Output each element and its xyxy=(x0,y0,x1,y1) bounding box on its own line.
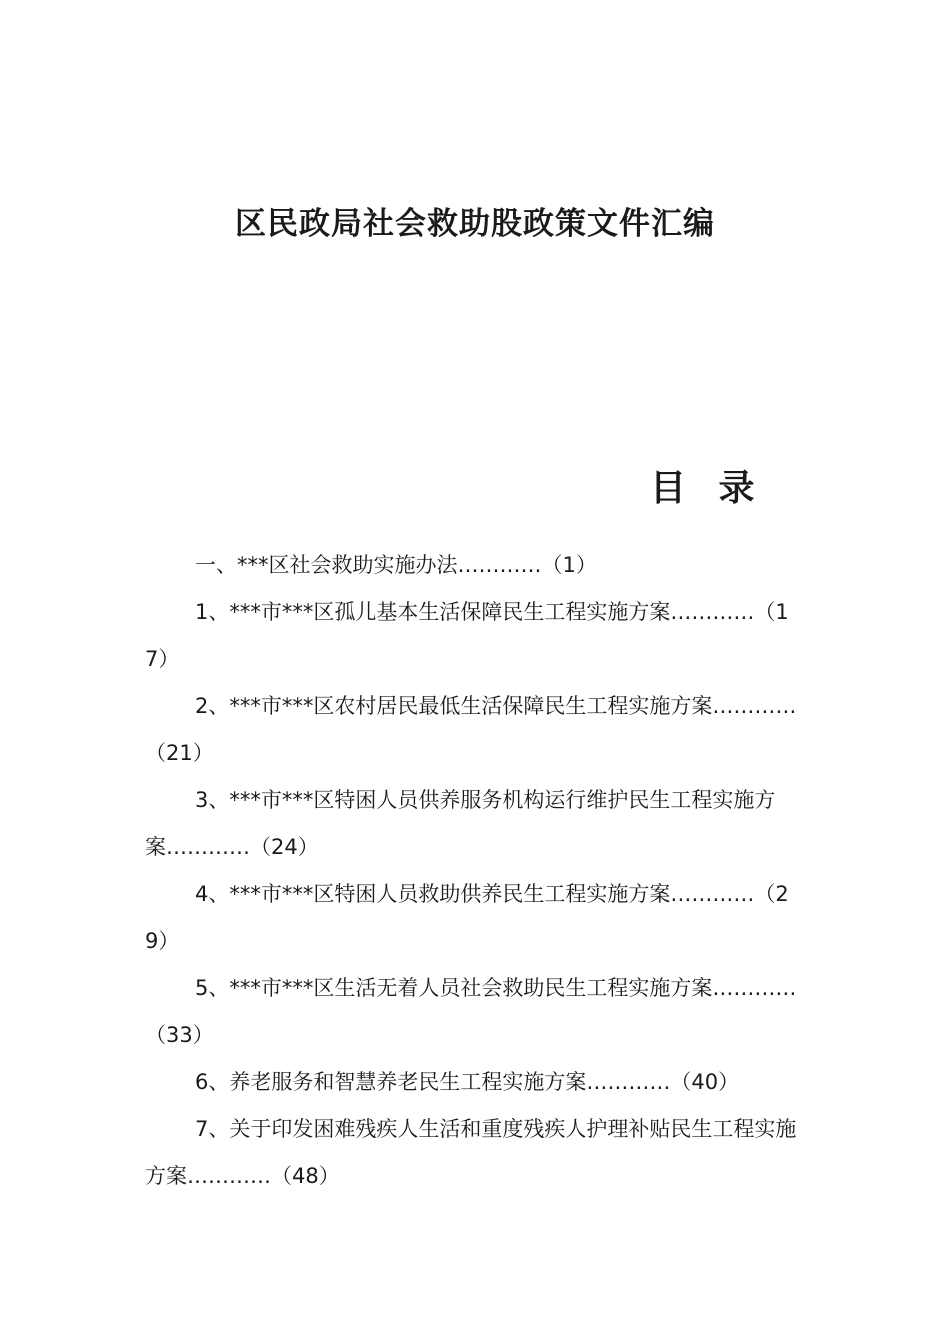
document-title: 区民政局社会救助股政策文件汇编 xyxy=(235,206,715,242)
table-of-contents xyxy=(145,542,810,1200)
toc-heading: 目 录 xyxy=(650,468,765,509)
toc-entry: 3、***市***区特困人员供养服务机构运行维护民生工程实施方案…………（24） xyxy=(145,788,776,859)
toc-entry: 1、***市***区孤儿基本生活保障民生工程实施方案…………（17） xyxy=(145,600,789,671)
toc-entry: 一、***区社会救助实施办法…………（1） xyxy=(195,553,597,577)
toc-entry: 7、关于印发困难残疾人生活和重度残疾人护理补贴民生工程实施方案…………（48） xyxy=(145,1117,797,1188)
toc-entry: 5、***市***区生活无着人员社会救助民生工程实施方案…………（33） xyxy=(145,976,797,1047)
toc-entry: 4、***市***区特困人员救助供养民生工程实施方案…………（29） xyxy=(145,882,789,953)
toc-entry: 6、养老服务和智慧养老民生工程实施方案…………（40） xyxy=(195,1070,740,1094)
toc-entry: 2、***市***区农村居民最低生活保障民生工程实施方案…………（21） xyxy=(145,694,797,765)
